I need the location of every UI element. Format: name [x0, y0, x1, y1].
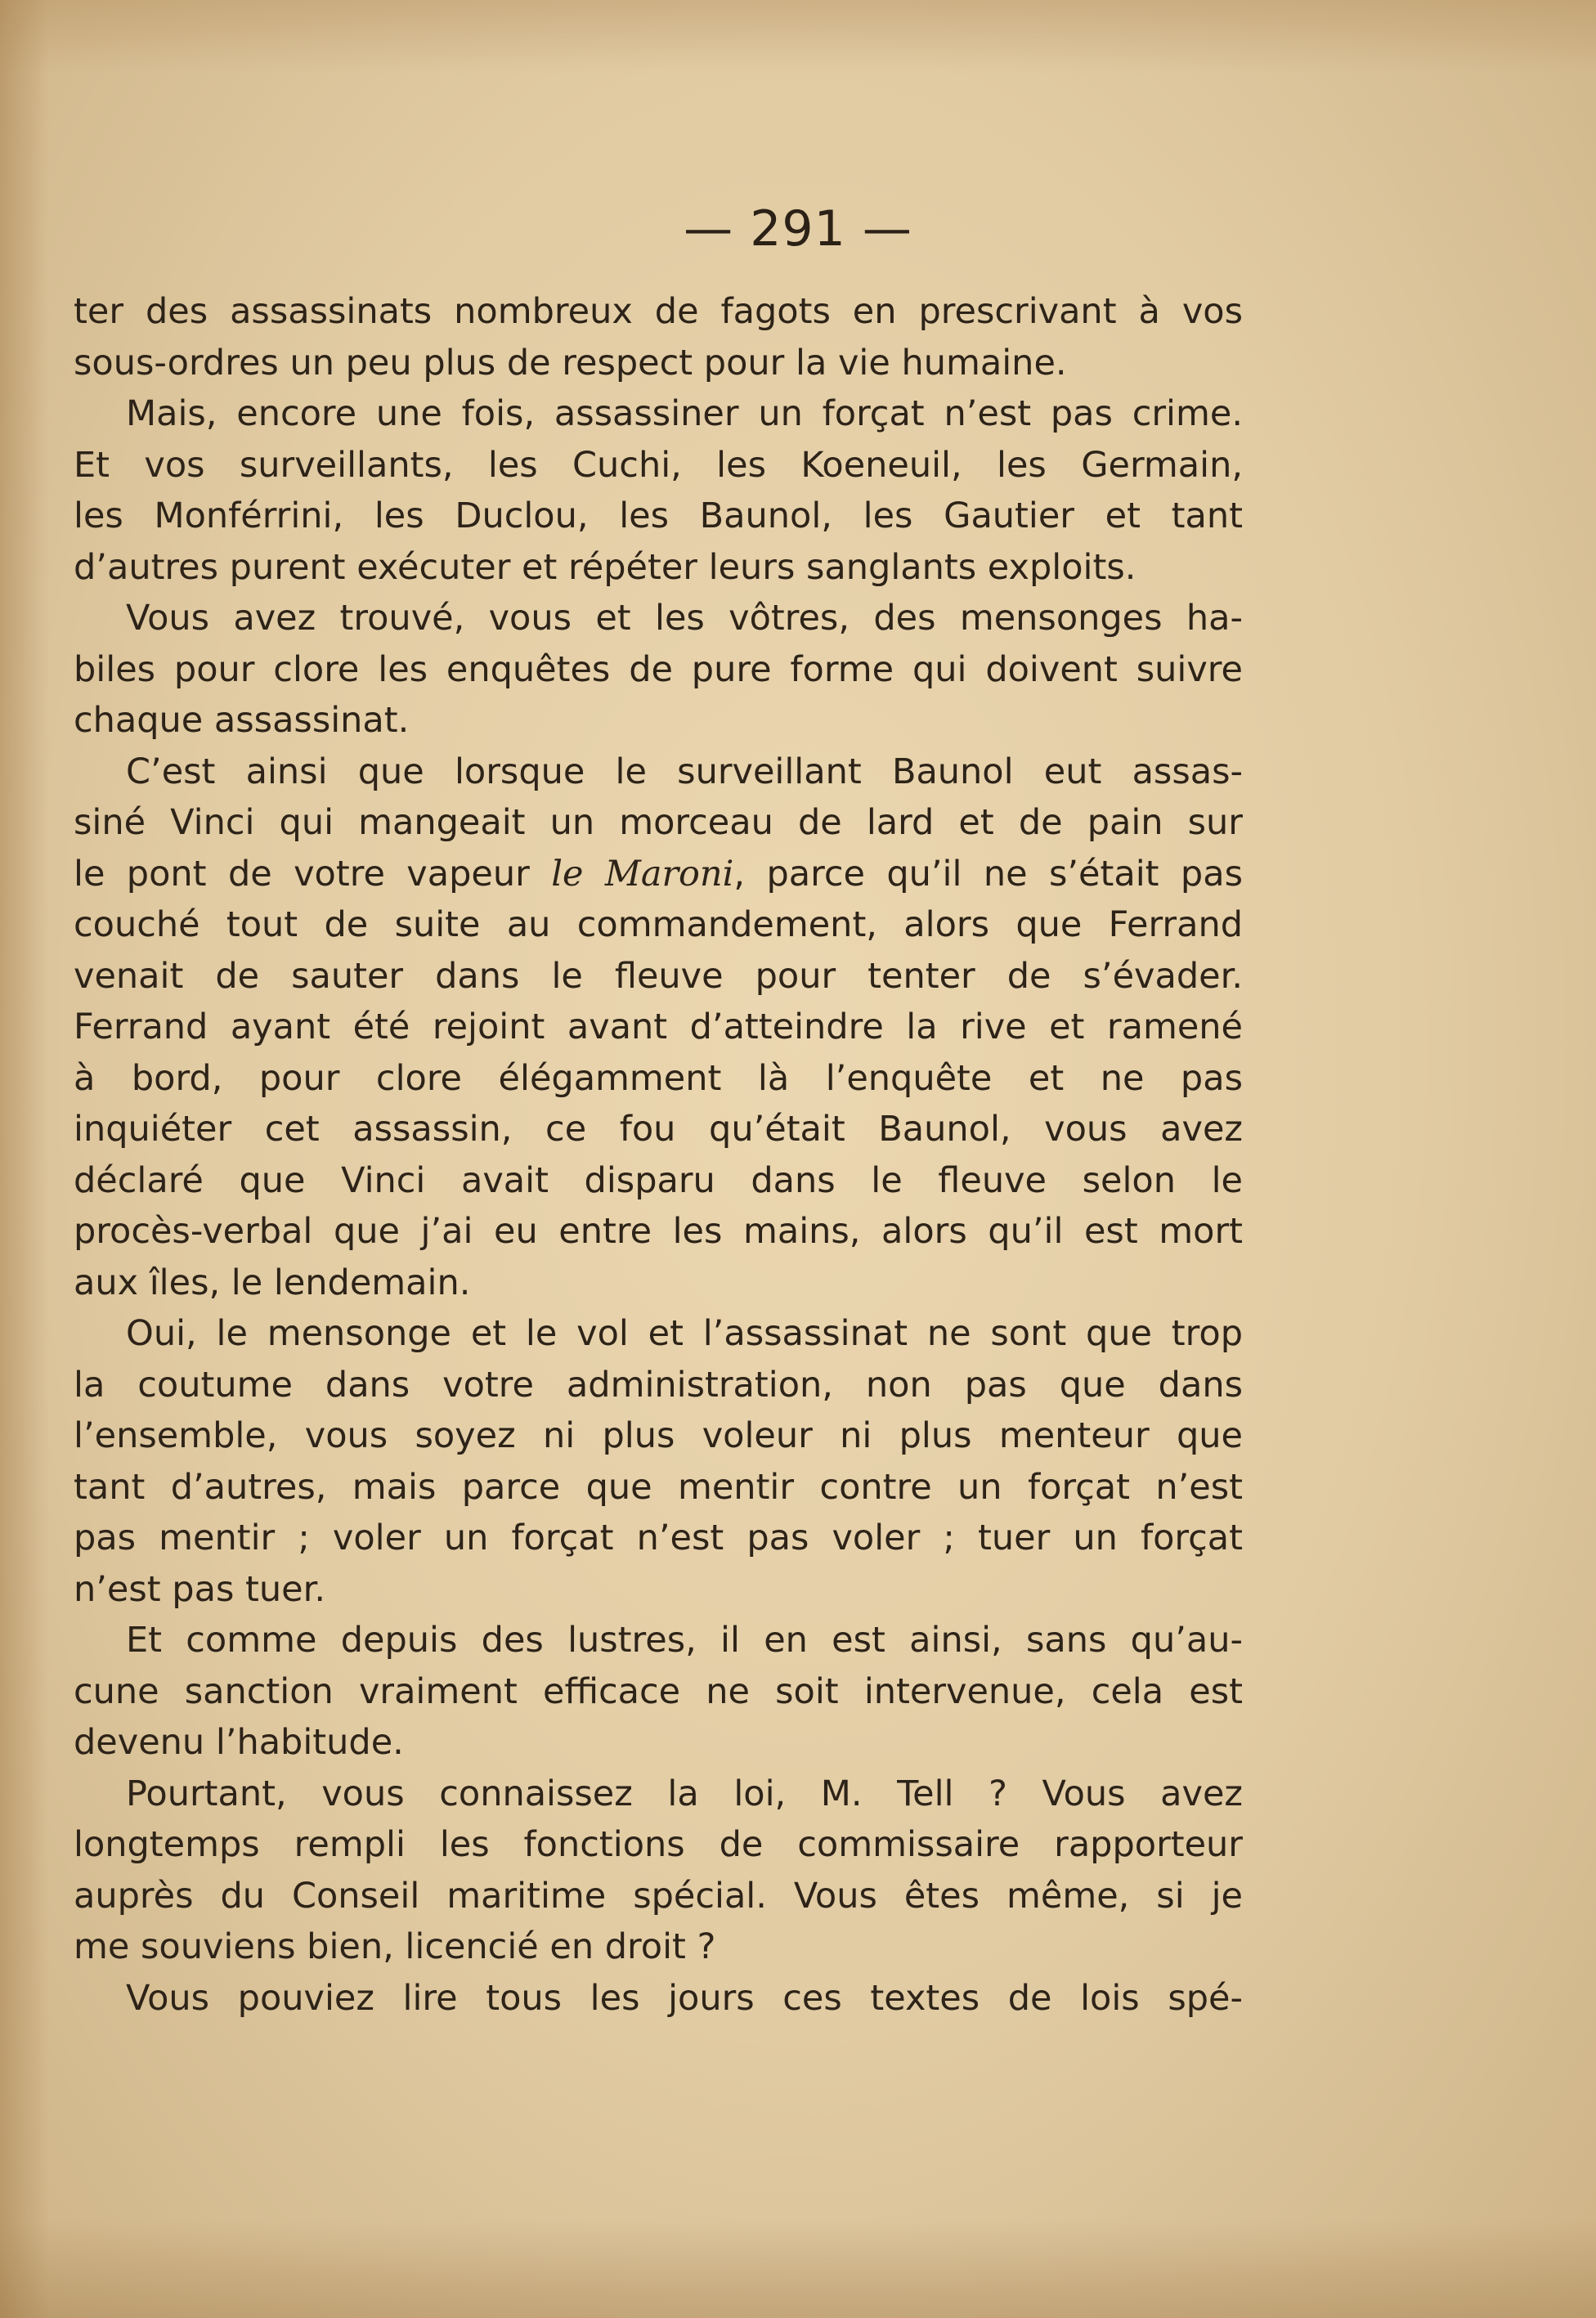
text-line: d’autres purent exécuter et répéter leurs sanglants exploits. [74, 546, 1136, 588]
ship-name-italic: le Maroni [551, 853, 734, 894]
text-line-with-italic [74, 849, 1243, 900]
page-edge-shadow-top [0, 0, 1596, 74]
text-line: biles pour clore les enquêtes de pure forme qui doivent suivre [74, 648, 1243, 690]
text-line: aux îles, le lendemain. [74, 1262, 471, 1303]
text-line: à bord, pour clore élégamment là l’enquête et ne pas [74, 1057, 1243, 1099]
page-edge-shadow-left [0, 0, 49, 2318]
text-segment: le pont de votre vapeur [74, 853, 552, 894]
text-line: siné Vinci qui mangeait un morceau de lard et de pain sur [74, 802, 1243, 843]
text-line: procès-verbal que j’ai eu entre les mains, alors qu’il est mort [74, 1211, 1243, 1252]
text-line: déclaré que Vinci avait disparu dans le fleuve selon le [74, 1159, 1243, 1201]
text-line: chaque assassinat. [74, 700, 410, 741]
text-line: auprès du Conseil maritime spécial. Vous êtes même, si je [74, 1875, 1243, 1917]
text-line: me souviens bien, licencié en droit ? [74, 1926, 716, 1967]
text-line: Vous pouviez lire tous les jours ces textes de lois spé- [126, 1977, 1243, 2019]
text-line: Mais, encore une fois, assassiner un forçat n’est pas crime. [126, 393, 1243, 434]
text-line: pas mentir ; voler un forçat n’est pas voler ; tuer un forçat [74, 1518, 1243, 1558]
text-line: Oui, le mensonge et le vol et l’assassinat ne sont que trop [126, 1313, 1243, 1354]
text-line: tant d’autres, mais parce que mentir contre un forçat n’est [74, 1466, 1243, 1508]
text-line: devenu l’habitude. [74, 1722, 404, 1763]
text-line: Ferrand ayant été rejoint avant d’atteindre la rive et ramené [74, 1007, 1243, 1047]
text-line: C’est ainsi que lorsque le surveillant Baunol eut assas- [126, 751, 1243, 792]
text-segment: , parce qu’il ne s’était pas [733, 853, 1243, 894]
page-edge-shadow-bottom [0, 2220, 1596, 2318]
text-line: venait de sauter dans le fleuve pour tenter de s’évader. [74, 955, 1243, 997]
text-line: Et comme depuis des lustres, il en est ainsi, sans qu’au- [126, 1620, 1243, 1661]
text-line: inquiéter cet assassin, ce fou qu’était Baunol, vous avez [74, 1109, 1243, 1150]
text-line: longtemps rempli les fonctions de commissaire rapporteur [74, 1824, 1243, 1865]
body-text [74, 286, 1243, 2024]
text-line: Pourtant, vous connaissez la loi, M. Tell ? Vous avez [126, 1773, 1243, 1814]
text-line: l’ensemble, vous soyez ni plus voleur ni plus menteur que [74, 1415, 1243, 1456]
text-line: ter des assassinats nombreux de fagots en prescrivant à vos [74, 291, 1243, 332]
text-line: la coutume dans votre administration, non pas que dans [74, 1364, 1243, 1406]
text-line: Vous avez trouvé, vous et les vôtres, des mensonges ha- [126, 598, 1243, 639]
text-line: Et vos surveillants, les Cuchi, les Koeneuil, les Germain, [74, 444, 1243, 486]
page-number: — 291 — [684, 200, 912, 258]
text-line: couché tout de suite au commandement, alors que Ferrand [74, 904, 1243, 945]
text-line: n’est pas tuer. [74, 1568, 325, 1610]
text-line: cune sanction vraiment efficace ne soit intervenue, cela est [74, 1670, 1243, 1712]
text-line: les Monférrini, les Duclou, les Baunol, les Gautier et tant [74, 495, 1243, 536]
text-line: sous-ordres un peu plus de respect pour la vie humaine. [74, 342, 1067, 383]
